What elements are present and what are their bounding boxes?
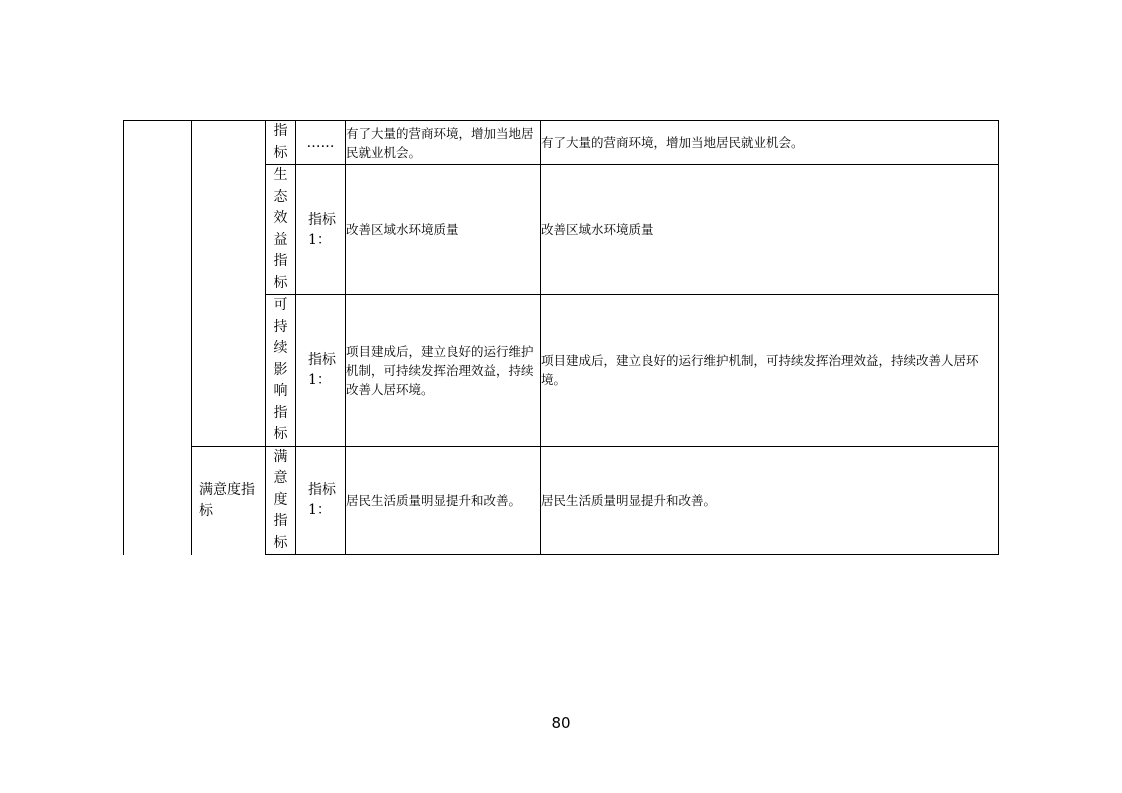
actual-value-cell (541, 121, 999, 165)
vertical-char: 可 (273, 297, 288, 313)
vertical-char: 持 (273, 318, 288, 335)
vertical-char: 益 (273, 231, 288, 248)
table-row (124, 446, 999, 555)
vertical-char: 标 (273, 274, 288, 291)
vertical-char: 标 (273, 144, 288, 161)
vertical-char: 影 (273, 361, 288, 378)
vertical-char: 指 (273, 513, 288, 529)
vertical-char: 标 (273, 534, 288, 551)
vertical-char: 响 (273, 383, 288, 399)
level3-indicator-text (266, 447, 295, 555)
level1-indicator-cell (124, 121, 192, 555)
target-value-cell (346, 295, 541, 447)
indicator-name: 指标1： (308, 352, 336, 389)
vertical-char: 标 (273, 426, 288, 442)
target-value-cell (346, 446, 541, 555)
target-value: 居民生活质量明显提升和改善。 (346, 492, 522, 508)
actual-value: 居民生活质量明显提升和改善。 (541, 492, 717, 508)
actual-value-cell (541, 446, 999, 555)
vertical-char: 度 (273, 491, 288, 508)
performance-table-wrapper (123, 120, 999, 555)
indicator-name: 指标1： (308, 211, 336, 248)
page-number: 80 (551, 714, 571, 732)
vertical-char: 效 (273, 210, 288, 226)
level2-indicator-cell (192, 446, 266, 555)
target-value: 项目建成后，建立良好的运行维护机制，可持续发挥治理效益，持续改善人居环境。 (346, 343, 534, 397)
vertical-char: 满 (273, 448, 288, 465)
level3-indicator-cell (266, 121, 296, 165)
target-value-cell (346, 165, 541, 295)
vertical-char: 生 (273, 167, 288, 183)
vertical-char: 续 (273, 340, 288, 356)
vertical-char: 态 (273, 188, 288, 205)
level3-indicator-cell (266, 165, 296, 295)
level3-indicator-text (266, 165, 295, 294)
level3-indicator-text (266, 121, 295, 164)
indicator-name: 指标1： (308, 482, 336, 519)
level3-indicator-cell (266, 295, 296, 447)
level2-indicator-cell (192, 121, 266, 447)
target-value: 改善区域水环境质量 (346, 222, 459, 237)
indicator-name-cell (296, 295, 346, 447)
indicator-name-cell (296, 165, 346, 295)
level3-indicator-text (266, 295, 295, 446)
vertical-char: 意 (273, 470, 288, 486)
level2-indicator-text: 满意度指标 (199, 481, 255, 519)
target-value-cell (346, 121, 541, 165)
indicator-name: …… (306, 134, 335, 151)
indicator-name-cell (296, 121, 346, 165)
actual-value: 改善区域水环境质量 (541, 222, 654, 237)
vertical-char: 指 (273, 123, 288, 139)
actual-value-cell (541, 295, 999, 447)
actual-value: 有了大量的营商环境，增加当地居民就业机会。 (541, 135, 804, 150)
performance-indicator-table (123, 120, 999, 555)
actual-value-cell (541, 165, 999, 295)
vertical-char: 指 (273, 404, 288, 421)
table-row (124, 121, 999, 165)
indicator-name-cell (296, 446, 346, 555)
actual-value: 项目建成后，建立良好的运行维护机制，可持续发挥治理效益，持续改善人居环境。 (541, 353, 979, 388)
level3-indicator-cell (266, 446, 296, 555)
vertical-char: 指 (273, 253, 288, 269)
target-value: 有了大量的营商环境，增加当地居民就业机会。 (346, 125, 534, 160)
